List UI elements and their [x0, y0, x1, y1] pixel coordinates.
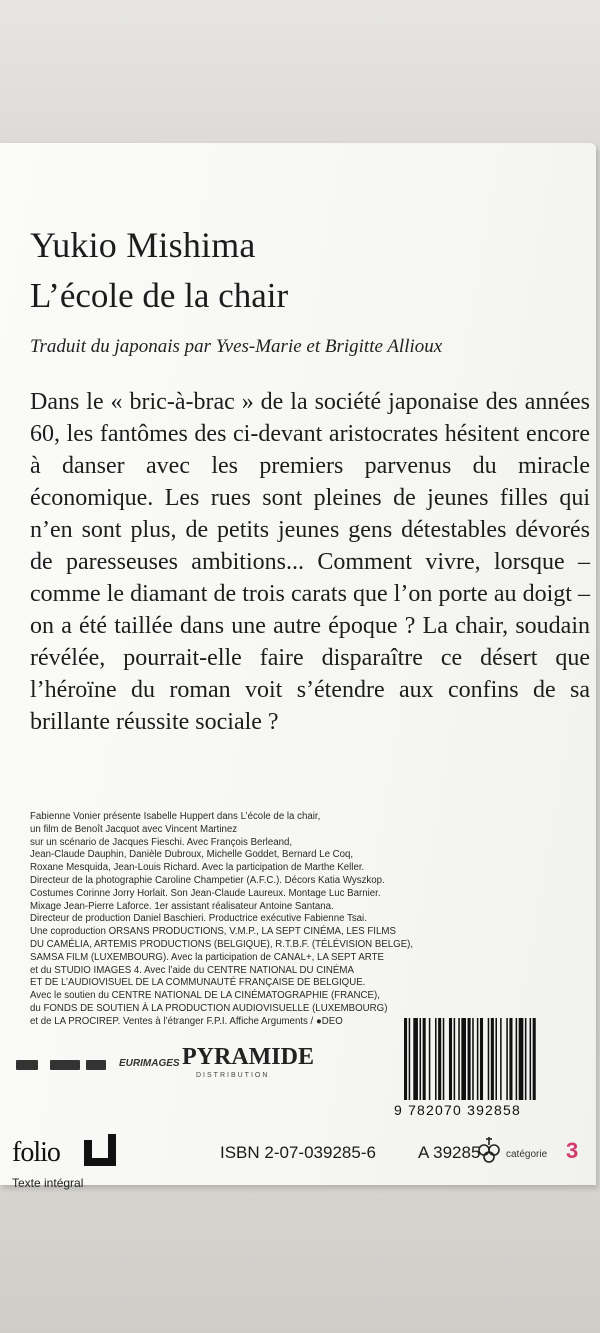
eurimages-logo: EURIMAGES [119, 1058, 180, 1069]
isbn-number: ISBN 2-07-039285-6 [220, 1143, 376, 1162]
categorie-value: 3 [566, 1138, 579, 1163]
gallimard-flower-icon [476, 1135, 502, 1163]
book-title: L’école de la chair [30, 276, 289, 315]
book-blurb: Dans le « bric-à-brac » de la société japonaise des années 60, les fantômes des ci-devant aristocrates hésitent encore à danser avec les premiers parvenus du miracle économique. Les rues sont pleines de jeunes filles qui n’en sont plus, de petits jeunes gens détestables dévorés de paresseuses ambitions... Comment vivre, lorsque – comme le diamant de trois carats que l’on porte au doigt – on a été taillée dans une autre époque ? La chair, soudain révélée, pourrait-elle faire disparaître ce désert que l’héroïne du roman voit s’étendre aux confins de sa brillante réussite sociale ? [30, 389, 590, 735]
folio-logo [12, 1128, 122, 1178]
pyramide-logo: PYRAMIDE [182, 1044, 314, 1070]
isbn-barcode [394, 1018, 586, 1128]
barcode-digits: 9 782070 392858 [394, 1102, 521, 1118]
production-logos [14, 1044, 314, 1088]
background-table [0, 1185, 600, 1333]
film-studio-logo-1 [16, 1060, 38, 1070]
film-studio-logo-2 [50, 1060, 80, 1070]
pyramide-distribution-label: DISTRIBUTION [196, 1072, 270, 1079]
barcode-bars [404, 1018, 584, 1100]
catalog-code: A 39285 [418, 1143, 481, 1162]
book-author: Yukio Mishima [30, 225, 256, 265]
folio-frame-icon [78, 1130, 118, 1168]
categorie-label: catégorie [506, 1149, 548, 1160]
film-credits: Fabienne Vonier présente Isabelle Huppert dans L’école de la chair, un film de Benoît Jacquot avec Vincent Martinez sur un scénario de Jacques Fieschi. Avec François Berleand, Jean-Claude Dauphin, Danièle Dubroux, Michelle Goddet, Bernard Le Coq, Roxane Mesquida, Jean-Louis Richard. Avec la participation de Marthe Keller. Directeur de la photographie Caroline Champetier (A.F.C.). Décors Katia Wyszkop. Costumes Corinne Jorry Horlait. Son Jean-Claude Laureux. Montage Luc Barnier. Mixage Jean-Pierre Laforce. 1er assistant réalisateur Antoine Santana. Directeur de production Daniel Baschieri. Productrice exécutive Fabienne Tsai. Une coproduction ORSANS PRODUCTIONS, V.M.P., LA SEPT CINÉMA, LES FILMS DU CAMÉLIA, ARTEMIS PRODUCTIONS (BELGIQUE), R.T.B.F. (TÉLÉVISION BELGE), SAMSA FILM (LUXEMBOURG). Avec la participation de CANAL+, LA SEPT ARTE et du STUDIO IMAGES 4. Avec l’aide du CENTRE NATIONAL DU CINÉMA ET DE L’AUDIOVISUEL DE LA COMMUNAUTÉ FRANÇAISE DE BELGIQUE. Avec le soutien du CENTRE NATIONAL DE LA CINÉMATOGRAPHIE (FRANCE), du FONDS DE SOUTIEN À LA PRODUCTION AUDIOVISUELLE (LUXEMBOURG) et de LA PROCIREP. Ventes à l’étranger F.P.I. Affiche Arguments / ●DEO [30, 811, 414, 1027]
translator-credit: Traduit du japonais par Yves-Marie et Brigitte Allioux [30, 336, 443, 357]
background-wall [0, 0, 600, 150]
folio-wordmark: folio [12, 1137, 60, 1168]
edition-label: Texte intégral [12, 1176, 84, 1190]
film-studio-logo-3 [86, 1060, 106, 1070]
